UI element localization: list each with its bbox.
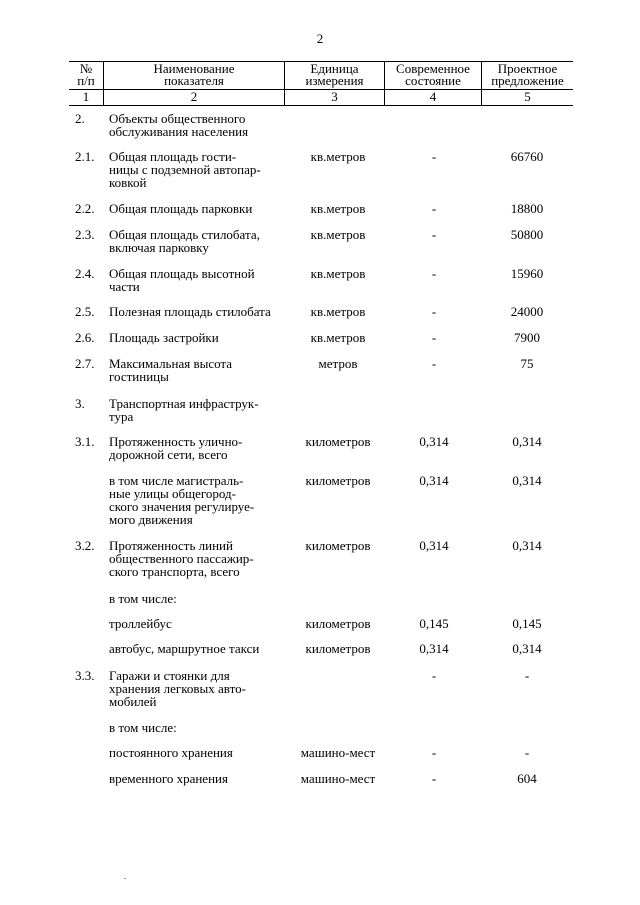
row-name-line: дорожной сети, всего — [109, 447, 228, 462]
row-unit: кв.метров — [310, 304, 366, 319]
row-project-value: 604 — [517, 771, 537, 786]
row-name-line: ницы с подземной автопар- — [109, 162, 261, 177]
column-number: 1 — [82, 89, 90, 104]
header-name-line: показателя — [164, 73, 224, 88]
row-name — [109, 435, 281, 461]
row-name-line: временного хранения — [109, 771, 228, 786]
row-number: 3.1. — [75, 434, 95, 449]
row-name-line: в том числе: — [109, 720, 177, 735]
row-name — [109, 202, 281, 215]
header-num-line: п/п — [77, 73, 95, 88]
header-project-line: предложение — [491, 73, 564, 88]
header-unit-line: Единица — [310, 61, 359, 76]
column-number: 3 — [331, 89, 338, 104]
row-unit: километров — [305, 473, 371, 488]
row-name-line: Полезная площадь стилобата — [109, 304, 271, 319]
row-name — [109, 617, 281, 630]
row-number: 2.2. — [75, 201, 95, 216]
row-name-line: общественного пассажир- — [109, 551, 254, 566]
row-number: 2.4. — [75, 266, 95, 281]
row-name — [109, 228, 281, 254]
header-project-line: Проектное — [497, 61, 558, 76]
row-name-line: Гаражи и стоянки для — [109, 668, 230, 683]
row-current-value: 0,314 — [419, 641, 449, 656]
row-project-value: 0,314 — [512, 641, 542, 656]
row-name-line: Общая площадь парковки — [109, 201, 253, 216]
row-name — [109, 112, 281, 138]
row-unit: километров — [305, 641, 371, 656]
row-number: 2.3. — [75, 227, 95, 242]
row-name-line: Максимальная высота — [109, 356, 233, 371]
row-name-line: автобус, маршрутное такси — [109, 641, 260, 656]
row-name — [109, 746, 281, 759]
row-name — [109, 721, 281, 734]
row-name — [109, 539, 281, 578]
header-name-line: Наименование — [153, 61, 235, 76]
row-current-value: - — [431, 771, 437, 786]
row-name-line: части — [109, 279, 140, 294]
row-project-value: - — [524, 668, 530, 683]
row-number: 2.6. — [75, 330, 95, 345]
column-number: 2 — [190, 89, 198, 104]
row-name-line: ского транспорта, всего — [109, 564, 240, 579]
row-name-line: обслуживания населения — [109, 124, 249, 139]
row-name-line: Общая площадь стилобата, — [109, 227, 260, 242]
row-number: 2.1. — [75, 149, 95, 164]
row-unit: метров — [318, 356, 358, 371]
row-name-line: Протяженность линий — [109, 538, 233, 553]
row-current-value: - — [431, 304, 437, 319]
row-name-line: гостиницы — [109, 369, 169, 384]
row-name — [109, 642, 281, 655]
page-number: 2 — [316, 31, 324, 46]
scan-mark — [124, 878, 126, 879]
row-name-line: включая парковку — [109, 240, 209, 255]
row-project-value: 0,314 — [512, 473, 542, 488]
row-name-line: ные улицы общегород- — [109, 486, 236, 501]
row-unit: машино-мест — [300, 745, 376, 760]
row-unit: кв.метров — [310, 227, 366, 242]
row-unit: кв.метров — [310, 330, 366, 345]
header-unit-line: измерения — [305, 73, 364, 88]
header-current — [385, 63, 481, 87]
row-current-value: - — [431, 266, 437, 281]
row-name-line: постоянного хранения — [109, 745, 233, 760]
row-name — [109, 357, 281, 383]
row-number: 2.7. — [75, 356, 95, 371]
row-project-value: 18800 — [510, 201, 544, 216]
row-current-value: 0,314 — [419, 538, 449, 553]
row-project-value: 75 — [520, 356, 534, 371]
row-name-line: ковкой — [109, 175, 147, 190]
header-project — [482, 63, 573, 87]
row-name-line: Транспортная инфраструк- — [109, 396, 259, 411]
row-name-line: мобилей — [109, 694, 157, 709]
row-name-line: Протяженность улично- — [109, 434, 243, 449]
header-num-line: № — [79, 61, 93, 76]
row-number: 2.5. — [75, 304, 95, 319]
header-num — [69, 63, 103, 87]
row-name — [109, 592, 281, 605]
row-unit: километров — [305, 434, 371, 449]
row-unit: кв.метров — [310, 149, 366, 164]
row-name — [109, 305, 281, 318]
row-unit: кв.метров — [310, 266, 366, 281]
header-bottom-rule — [69, 105, 573, 106]
row-number: 3. — [75, 396, 85, 411]
row-unit: машино-мест — [300, 771, 376, 786]
row-unit: километров — [305, 538, 371, 553]
header-unit — [285, 63, 384, 87]
row-project-value: 0,314 — [512, 434, 542, 449]
table-header — [69, 61, 573, 107]
row-name — [109, 397, 281, 423]
row-current-value: - — [431, 330, 437, 345]
row-current-value: 0,145 — [419, 616, 449, 631]
row-current-value: - — [431, 745, 437, 760]
row-current-value: - — [431, 201, 437, 216]
row-name-line: в том числе: — [109, 591, 177, 606]
row-name — [109, 150, 281, 189]
row-name-line: хранения легковых авто- — [109, 681, 246, 696]
column-number: 4 — [429, 89, 437, 104]
row-current-value: 0,314 — [419, 473, 449, 488]
row-name-line: Общая площадь высотной — [109, 266, 255, 281]
header-current-line: состояние — [405, 73, 461, 88]
row-name — [109, 267, 281, 293]
row-name-line: Общая площадь гости- — [109, 149, 237, 164]
row-project-value: 15960 — [510, 266, 544, 281]
row-project-value: 66760 — [510, 149, 544, 164]
header-name — [104, 63, 284, 87]
row-name — [109, 474, 281, 526]
row-project-value: 0,314 — [512, 538, 542, 553]
row-project-value: 50800 — [510, 227, 544, 242]
row-current-value: - — [431, 356, 437, 371]
row-name-line: ского значения регулируе- — [109, 499, 255, 514]
row-unit: кв.метров — [310, 201, 366, 216]
row-current-value: - — [431, 227, 437, 242]
column-number: 5 — [524, 89, 531, 104]
row-project-value: - — [524, 745, 530, 760]
row-number: 3.2. — [75, 538, 95, 553]
header-current-line: Современное — [396, 61, 470, 76]
row-name — [109, 331, 281, 344]
row-project-value: 24000 — [510, 304, 544, 319]
row-name-line: тура — [109, 409, 134, 424]
row-current-value: - — [431, 668, 437, 683]
row-project-value: 7900 — [514, 330, 540, 345]
row-project-value: 0,145 — [512, 616, 542, 631]
row-name — [109, 772, 281, 785]
row-name-line: Объекты общественного — [109, 111, 246, 126]
row-name-line: троллейбус — [109, 616, 172, 631]
row-name-line: в том числе магистраль- — [109, 473, 244, 488]
row-current-value: - — [431, 149, 437, 164]
row-number: 2. — [75, 111, 85, 126]
row-name — [109, 669, 281, 708]
row-name-line: мого движения — [109, 512, 193, 527]
row-number: 3.3. — [75, 668, 95, 683]
row-unit: километров — [305, 616, 371, 631]
row-name-line: Площадь застройки — [109, 330, 219, 345]
row-current-value: 0,314 — [419, 434, 449, 449]
